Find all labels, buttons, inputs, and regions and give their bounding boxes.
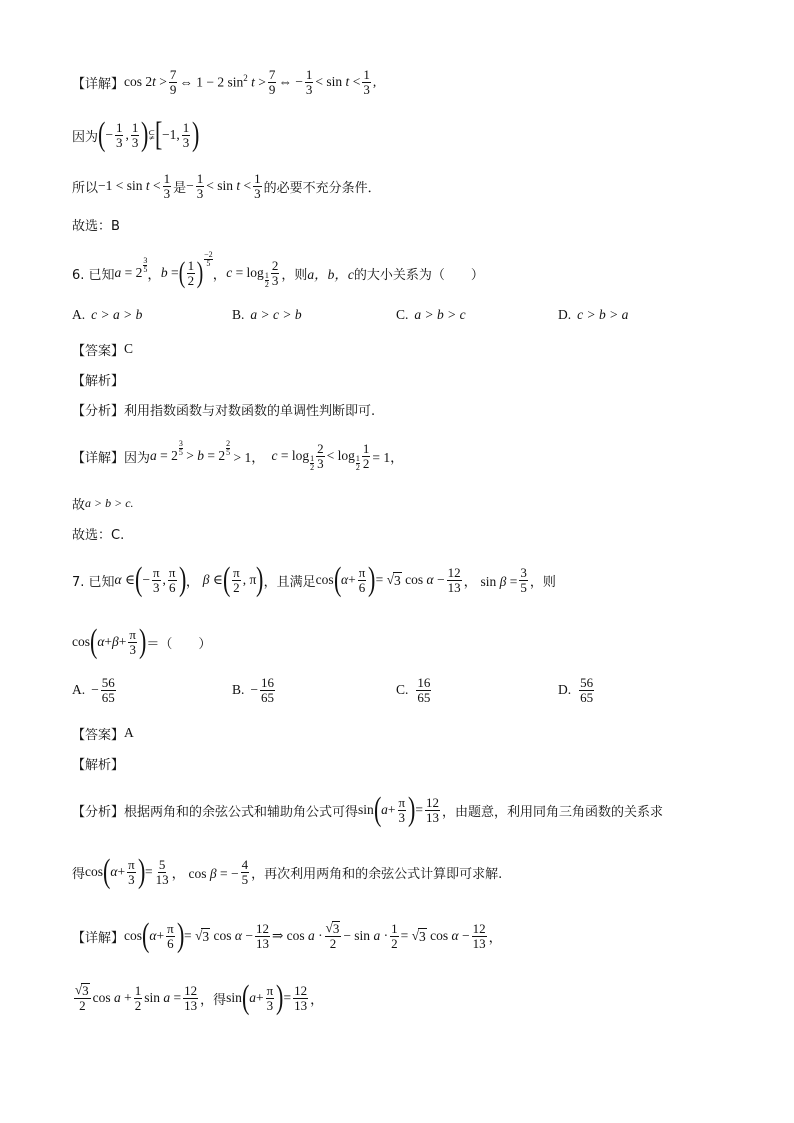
q6-tail: ，则 [281, 267, 308, 283]
q7-answer-line [72, 724, 134, 742]
q7-question-2: cos ( α + β + $\frac{\pi}{3}$ ) ＝（ ） [72, 623, 212, 660]
q7-then: ，则 [529, 574, 556, 590]
q6-tail2: 的大小关系为（ ） [353, 267, 484, 283]
q6-therefore-line [72, 494, 134, 512]
so-text: 所以 [72, 180, 99, 196]
q7-blank: ＝（ ） [146, 636, 212, 652]
q6-detail-line: 【详解】 因为 a = 2 3 5 > b = 2 2 5 > 1， c = log 1 2 $\frac{2}{3}$ < log 1 2 $\frac{1}{2}$ = 1， [72, 439, 404, 472]
q7-get: ，得 [200, 992, 227, 1008]
q7-answer: A [124, 725, 134, 740]
q5-detail-line: 【详解】 cos 2t > $\frac{7}{9}$ ⇔ 1 − 2 $\sin^2 t$ > $\frac{7}{9}$ ⇔ − $\frac{1}{3}$ < sin t < $\frac{1}{3}$ , [72, 66, 377, 97]
q6-number: 6. 已知 [72, 267, 115, 283]
summary-label: 【分析】 [72, 403, 125, 419]
q7-analysis-2: ，由题意，利用同角三角函数的关系求 [442, 804, 664, 820]
detail-label: 【详解】 [72, 450, 125, 466]
q6-summary-line [72, 400, 375, 418]
q6-option-b[interactable]: B. a > c > b [232, 307, 302, 322]
answer-label: 【答案】 [72, 343, 125, 359]
q5-so-line: 所以 −1 < sin t < $\frac{1}{3}$ 是 − $\frac{1}{3}$ < sin t < $\frac{1}{3}$ 的必要不充分条件． [72, 170, 381, 201]
q6-option-a[interactable]: A. c > a > b [72, 307, 143, 322]
q6-analysis: 利用指数函数与对数函数的单调性判断即可. [124, 403, 376, 419]
detail-label: 【详解】 [72, 930, 125, 946]
q5-because-line: 因为 ( − $\frac{1}{3}$ , $\frac{1}{3}$ ) ⫋ [ −1, $\frac{1}{3}$ ) [72, 116, 200, 153]
q6-therefore-expr: a > b > c. [85, 495, 134, 510]
answer-label: 【答案】 [72, 727, 125, 743]
q7-number: 7. 已知 [72, 574, 115, 590]
q6-choose: 故选：C. [72, 527, 125, 543]
q7-analysis-4: ，再次利用两角和的余弦公式计算即可求解. [251, 866, 503, 882]
q6-analysis-label: 【解析】 [72, 373, 125, 389]
is-text: 是 [173, 180, 187, 196]
q7-option-a[interactable]: A. − $\frac{56}{65}$ [72, 675, 115, 705]
q7-analysis-3: 得 [72, 866, 86, 882]
q6-because: 因为 [124, 450, 151, 466]
q7-option-b[interactable]: B. − $\frac{16}{65}$ [232, 675, 275, 705]
q7-question: 7. 已知 α ∈ ( − $\frac{\pi}{3}$ , $\frac{\pi}{6}$ ) ， β ∈ ( $\frac{\pi}{2}$ , π ) ，且满足 cos ( α + $\frac{\pi}{6}$ ) = √ 3 cos α − $\frac{12}{13}$ ， sin β = $\frac{3}{5}$ ，则 [72, 561, 556, 598]
q7-detail-line-2: √ 3 2 cos a + $\frac{1}{2}$ sin a = $\frac{12}{13}$ ，得 sin ( a + $\frac{\pi}{3}$ ) = $\frac{12}{13}$ ， [75, 979, 324, 1016]
q6-answer: C [124, 341, 134, 356]
q7-analysis-1: 根据两角和的余弦公式和辅助角公式可得 [124, 804, 359, 820]
q7-summary-line: 【分析】 根据两角和的余弦公式和辅助角公式可得 sin ( a + $\frac{\pi}{3}$ ) = $\frac{12}{13}$ ，由题意，利用同角三角函数的关系求 [72, 791, 664, 828]
q6-therefore: 故 [72, 497, 86, 513]
because-text: 因为 [72, 129, 99, 145]
q7-analysis-label: 【解析】 [72, 757, 125, 773]
q7-option-c[interactable]: C. $\frac{16}{65}$ [396, 675, 431, 705]
q7-and-satisfy: ，且满足 [263, 574, 316, 590]
q7-option-d[interactable]: D. $\frac{56}{65}$ [558, 675, 594, 705]
q5-choose: 故选：B [72, 218, 120, 234]
q6-abc: a，b，c [307, 267, 354, 282]
q7-detail-line: 【详解】 cos ( α + $\frac{\pi}{6}$ ) = √ 3 cos α − $\frac{12}{13}$ ⇒ cos a · √ 3 2 − sin a · $\frac{1}{2}$ = √ 3 cos α − $\frac{12}{13}$ ， [72, 917, 503, 954]
q6-question: 6. 已知 a = 2 3 5 ， b = ( $\frac{1}{2}$ ) −2 5 ， c = log 1 2 $\frac{2}{3}$ ，则 a，b，c 的大小关系为（ ） [72, 250, 484, 289]
q7-summary-line-2: 得 cos ( α + $\frac{\pi}{3}$ ) = $\frac{5}{13}$ ， cos β = − $\frac{4}{5}$ ，再次利用两角和的余弦公式计算即可求解. [72, 853, 503, 890]
detail-label: 【详解】 [72, 76, 125, 92]
q6-option-c[interactable]: C. a > b > c [396, 307, 466, 322]
q6-answer-line [72, 340, 133, 358]
summary-label: 【分析】 [72, 804, 125, 820]
necessary-text: 的必要不充分条件． [263, 180, 381, 196]
q6-option-d[interactable]: D. c > b > a [558, 307, 629, 322]
